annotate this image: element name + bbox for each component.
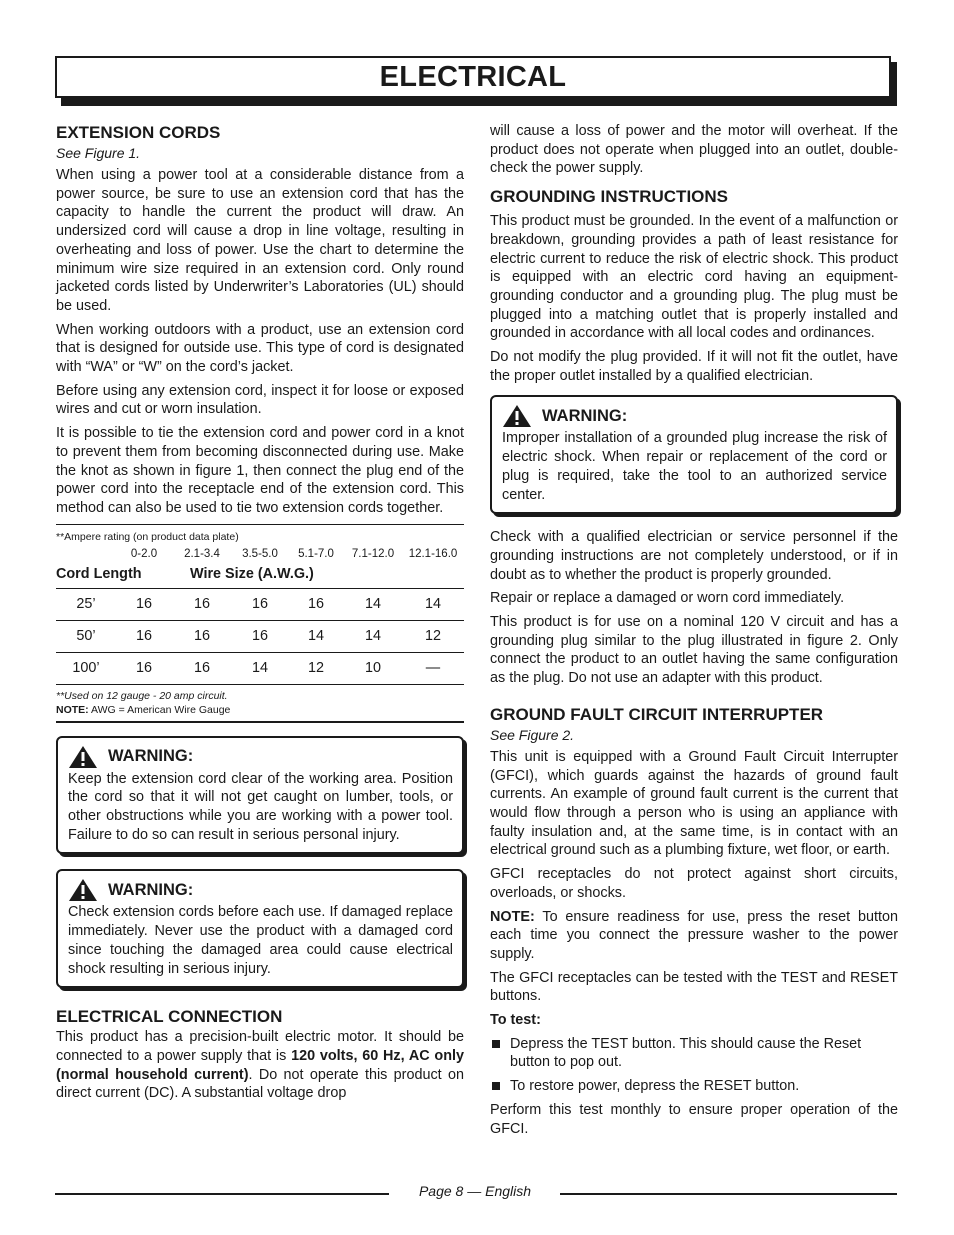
extension-cords-heading: EXTENSION CORDS [56,123,221,142]
cord-length-header: Cord Length [56,562,232,589]
table-cell: 12 [402,620,464,652]
table-cell: 16 [172,588,232,620]
ampere-rating-note: **Ampere rating (on product data plate) [56,530,239,543]
gfci-note-text: To ensure readiness for use, press the reset button each time you connect the pressure washer to the power supply. [490,908,898,962]
to-test-label: To test: [490,1012,541,1029]
connection-text-a: This product has a precision-built electric motor. It should be connected to a power supply that is [56,1029,464,1064]
ampere-range-row [56,544,464,562]
page-title: ELECTRICAL [379,60,567,93]
grounding-paragraph-2: Do not modify the plug provided. If it will not fit the outlet, have the proper outlet installed by a qualified electrician. [490,349,898,384]
warning-text: Keep the extension cord clear of the working area. Position the cord so that it will not get caught on lumber, tools, or other obstructions while you are working with a power tool. Failure to do so can result in serious personal injury. [68,770,453,843]
grounding-instructions-heading: GROUNDING INSTRUCTIONS [490,187,728,207]
connection-continued-paragraph: will cause a loss of power and the motor will overheat. If the product does not operate when plugged into an outlet, double-check the power supply. [490,123,898,177]
range-cell: 5.1-7.0 [298,547,334,560]
gfci-note [490,908,898,964]
table-row [56,652,464,684]
table-cell: — [402,652,464,684]
warning-triangle-icon [68,878,98,902]
range-cell: 7.1-12.0 [351,547,395,560]
range-cell: 2.1-3.4 [184,547,220,560]
electrical-connection-paragraph [56,1028,464,1103]
range-cell: 3.5-5.0 [242,547,278,560]
warning-title: WARNING: [542,406,628,425]
wire-size-header [190,562,464,589]
grounding-paragraph-1: This product must be grounded. In the event of a malfunction or breakdown, grounding provides a path of least resistance for electric current to reduce the risk of electric shock. This product is equipped with an electric cord having an equipment-grounding conductor and a grounding plug. The plug must be plugged into a matching outlet that is properly installed and grounded in accordance with all local codes and ordinances. [490,213,898,342]
table-cell: 14 [402,588,464,620]
table-note-text: AWG = American Wire Gauge [88,703,231,716]
warning-triangle-icon [68,745,98,769]
extension-cords-figure-ref: See Figure 1. [56,145,141,161]
title-box [55,56,891,98]
table-row [56,620,464,652]
extension-cords-paragraph-3: Before using any extension cord, inspect it for loose or exposed wires and cut or worn insulation. [56,382,464,418]
table-row [56,588,464,620]
gfci-paragraph-1: This unit is equipped with a Ground Fault Circuit Interrupter (GFCI), which guards against the hazards of ground fault currents. An example of ground fault current is the current that would flow through a person who is using an appliance with faulty insulation and, at the same time, is in contact with an electrical ground such as a plumbing fixture, wet floor, or earth. [490,748,898,859]
page-footer [55,1183,897,1203]
gfci-paragraph-4: Perform this test monthly to ensure proper operation of the GFCI. [490,1101,898,1137]
table-cell: 16 [232,588,288,620]
bullet-square-icon [492,1082,500,1090]
extension-cords-paragraph-4: It is possible to tie the extension cord and power cord in a knot to prevent them from becoming disconnected during use. Make the knot as shown in figure 1, then connect the plug end of the power cord into the receptacle end of the extension cord. This method can also be used to tie two extension cords together. [56,425,464,516]
table-header-row [56,562,464,589]
warning-text: Improper installation of a grounded plug increase the risk of electric shock. When repair or replacement of the cord or plug is required, take the tool to an authorized service center. [502,430,887,503]
table-cell: 10 [344,652,402,684]
warning-triangle-icon [502,404,532,428]
connection-text-bold: 120 volts, 60 Hz, AC only (normal household current) [56,1047,465,1083]
gfci-note-label: NOTE: [490,908,535,925]
table-note [56,703,464,723]
title-banner [55,56,897,106]
list-item [490,1035,898,1072]
gfci-figure-ref: See Figure 2. [490,726,575,743]
range-cell: 12.1-16.0 [408,547,458,560]
table-note-label: NOTE: [56,703,89,716]
test-steps-list [490,1035,898,1096]
warning-header [68,744,453,770]
list-item [490,1077,898,1096]
connection-text-c: . Do not operate this product on direct current (DC). A substantial voltage drop [56,1066,464,1102]
grounding-paragraph-3: Check with a qualified electrician or service personnel if the grounding instructions are not completely understood, or if in doubt as to whether the product is properly grounded. [490,529,898,583]
right-column [490,122,898,1143]
warning-box-extension-cord-clear [56,736,464,855]
gfci-paragraph-2: GFCI receptacles do not protect against short circuits, overloads, or shocks. [490,866,898,901]
table-cell: 16 [116,588,172,620]
table-cell: 16 [116,620,172,652]
table-cell: 16 [116,652,172,684]
table-cell: 12 [288,652,344,684]
warning-title: WARNING: [108,747,194,766]
table-cell: 14 [288,620,344,652]
left-column [56,122,464,1108]
bullet-square-icon [492,1040,500,1048]
warning-header [502,403,887,429]
warning-title: WARNING: [108,880,194,899]
list-item-text: Depress the TEST button. This should cause the Reset button to pop out. [510,1035,862,1071]
table-footnote: **Used on 12 gauge - 20 amp circuit. [56,689,228,702]
table-cell: 14 [344,620,402,652]
electrical-connection-heading: ELECTRICAL CONNECTION [56,1007,283,1027]
footer-rule-left [55,1193,389,1195]
footer-rule-right [560,1193,897,1195]
gfci-paragraph-3: The GFCI receptacles can be tested with the TEST and RESET buttons. [490,969,898,1005]
grounding-paragraph-5: This product is for use on a nominal 120 V circuit and has a grounding plug similar to the plug illustrated in figure 2. Only connect the product to an outlet having the same configuration as the plug. Do not use an adapter with this product. [490,614,898,687]
wire-size-table [56,524,464,723]
grounding-paragraph-4: Repair or replace a damaged or worn cord immediately. [490,590,845,607]
cord-length-cell: 25’ [56,588,116,620]
gfci-heading: GROUND FAULT CIRCUIT INTERRUPTER [490,704,824,724]
wire-size-header-label: Wire Size (A.W.G.) [190,565,314,582]
warning-box-grounded-plug [490,395,898,514]
table-cell: 16 [172,652,232,684]
warning-header [68,877,453,903]
warning-text: Check extension cords before each use. If damaged replace immediately. Never use the product with a damaged cord since touching the damaged area could cause electrical shock resulting in serious injury. [68,904,453,977]
list-item-text: To restore power, depress the RESET button. [510,1078,800,1095]
warning-box-check-cords [56,869,464,988]
extension-cords-paragraph-1: When using a power tool at a considerable distance from a power source, be sure to use an extension cord that has the capacity to handle the current the product will draw. An undersized cord will cause a drop in line voltage, resulting in overheating and loss of power. Use the chart to determine the minimum wire size required in an extension cord. Only round jacketed cords listed by Underwriter’s Laboratories (UL) should be used. [56,167,464,314]
table-cell: 16 [232,620,288,652]
extension-cords-paragraph-2: When working outdoors with a product, use an extension cord that is designed for outside use. This type of cord is designated with “WA” or “W” on the cord’s jacket. [56,321,464,376]
cord-length-cell: 50’ [56,620,116,652]
table-cell: 16 [172,620,232,652]
table-cell: 14 [232,652,288,684]
range-cell: 0-2.0 [130,547,158,560]
table-cell: 16 [288,588,344,620]
page-number: Page 8 — English [418,1183,532,1199]
cord-length-cell: 100’ [56,652,116,684]
table-cell: 14 [344,588,402,620]
